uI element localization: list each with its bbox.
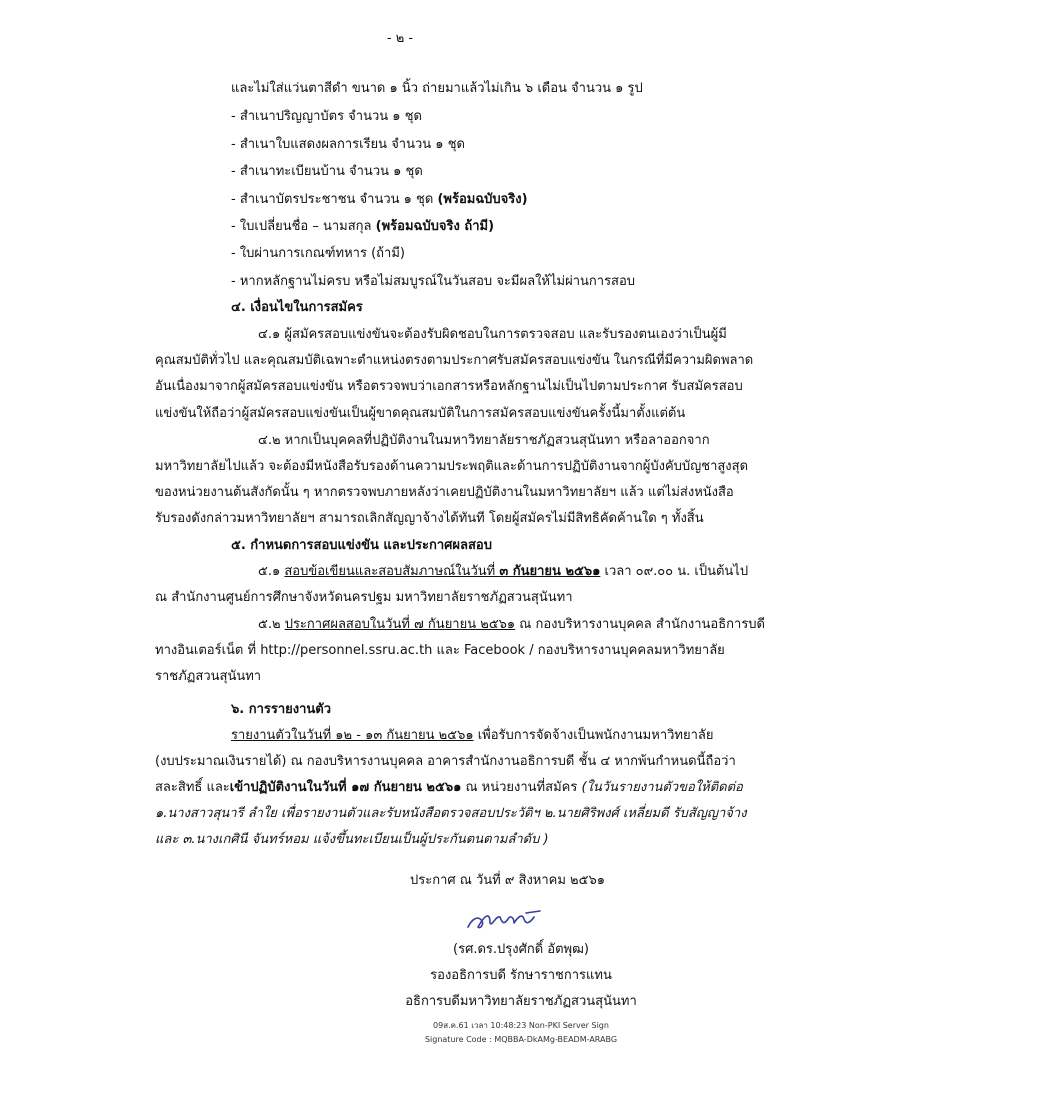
announcement-date: ประกาศ ณ วันที่ ๙ สิงหาคม ๒๕๖๑ bbox=[410, 873, 605, 888]
section-4-1-line: คุณสมบัติทั่วไป และคุณสมบัติเฉพาะตำแหน่งตรงตามประกาศรับสมัครสอบแข่งขัน ในกรณีที่มีความผิดพลาด bbox=[155, 353, 754, 368]
doc-degree: - สำเนาปริญญาบัตร จำนวน ๑ ชุด bbox=[231, 109, 422, 124]
signer-position: อธิการบดีมหาวิทยาลัยราชภัฏสวนสุนันทา bbox=[405, 994, 637, 1009]
doc-name-change: - ใบเปลี่ยนชื่อ – นามสกุล (พร้อมฉบับจริง ถ้ามี) bbox=[231, 219, 495, 234]
section-4-1-line: อันเนื่องมาจากผู้สมัครสอบแข่งขัน หรือตรวจพบว่าเอกสารหรือหลักฐานไม่เป็นไปตามประกาศ รับสมัครสอบ bbox=[155, 379, 743, 394]
section-5-1-line: ณ สำนักงานศูนย์การศึกษาจังหวัดนครปฐม มหาวิทยาลัยราชภัฏสวนสุนันทา bbox=[155, 590, 573, 605]
section-6-line: สละสิทธิ์ และเข้าปฏิบัติงานในวันที่ ๑๗ กันยายน ๒๕๖๑ ณ หน่วยงานที่สมัคร (ในวันรายงานตัวขอให้ติดต่อ bbox=[155, 780, 743, 795]
signature-code: Signature Code : MQBBA-DkAMg-BEADM-ARABG bbox=[424, 1035, 618, 1044]
section-6-line: และ ๓.นางเกศินี จันทร์หอม แจ้งขึ้นทะเบียนเป็นผู้ประกันตนตามลำดับ ) bbox=[155, 832, 549, 847]
section-5-2-line: ๕.๒ ประกาศผลสอบในวันที่ ๗ กันยายน ๒๕๖๑ ณ กองบริหารงานบุคคล สำนักงานอธิการบดี bbox=[258, 617, 766, 632]
section-4-2-line: รับรองดังกล่าวมหาวิทยาลัยฯ สามารถเลิกสัญญาจ้างได้ทันที โดยผู้สมัครไม่มีสิทธิคัดค้านใด ๆ ทั้งสิ้น bbox=[155, 511, 704, 526]
section-6-heading: ๖. การรายงานตัว bbox=[231, 702, 332, 717]
photo-requirement: และไม่ใส่แว่นตาสีดำ ขนาด ๑ นิ้ว ถ่ายมาแล้วไม่เกิน ๖ เดือน จำนวน ๑ รูป bbox=[231, 81, 643, 96]
section-5-1-line: ๕.๑ สอบข้อเขียนและสอบสัมภาษณ์ในวันที่ ๓ กันยายน ๒๕๖๑ เวลา ๐๙.๐๐ น. เป็นต้นไป bbox=[258, 564, 749, 579]
section-4-heading: ๔. เงื่อนไขในการสมัคร bbox=[231, 300, 363, 315]
section-4-1-line: แข่งขันให้ถือว่าผู้สมัครสอบแข่งขันเป็นผู้ขาดคุณสมบัติในการสมัครสอบแข่งขันครั้งนี้มาตั้งแต่ต้น bbox=[155, 406, 686, 421]
doc-military: - ใบผ่านการเกณฑ์ทหาร (ถ้ามี) bbox=[231, 246, 405, 261]
section-4-2-line: ของหน่วยงานต้นสังกัดนั้น ๆ หากตรวจพบภายหลังว่าเคยปฏิบัติงานในมหาวิทยาลัยฯ แล้ว แต่ไม่ส่งหนังสือ bbox=[155, 485, 734, 500]
doc-id-card: - สำเนาบัตรประชาชน จำนวน ๑ ชุด (พร้อมฉบับจริง) bbox=[231, 192, 528, 207]
handwritten-signature bbox=[464, 905, 548, 935]
section-4-2-line: มหาวิทยาลัยไปแล้ว จะต้องมีหนังสือรับรองด้านความประพฤติและด้านการปฏิบัติงานจากผู้บังคับบัญชาสูงสุด bbox=[155, 459, 749, 474]
sign-timestamp: 09ส.ค.61 เวลา 10:48:23 Non-PKI Server Sign bbox=[433, 1021, 609, 1030]
section-6-line: (งบประมาณเงินรายได้) ณ กองบริหารงานบุคคล อาคารสำนักงานอธิการบดี ชั้น ๔ หากพ้นกำหนดนี้ถือว่า bbox=[155, 754, 736, 769]
section-5-2-line: ราชภัฏสวนสุนันทา bbox=[155, 669, 262, 684]
signer-name: (รศ.ดร.ปรุงศักดิ์ อัตพุฒ) bbox=[453, 942, 589, 957]
doc-incomplete-note: - หากหลักฐานไม่ครบ หรือไม่สมบูรณ์ในวันสอบ จะมีผลให้ไม่ผ่านการสอบ bbox=[231, 274, 636, 289]
doc-transcript: - สำเนาใบแสดงผลการเรียน จำนวน ๑ ชุด bbox=[231, 137, 465, 152]
section-4-1-line: ๔.๑ ผู้สมัครสอบแข่งขันจะต้องรับผิดชอบในการตรวจสอบ และรับรองตนเองว่าเป็นผู้มี bbox=[258, 327, 727, 342]
section-4-2-line: ๔.๒ หากเป็นบุคคลที่ปฏิบัติงานในมหาวิทยาลัยราชภัฏสวนสุนันทา หรือลาออกจาก bbox=[258, 433, 710, 448]
doc-house-registration: - สำเนาทะเบียนบ้าน จำนวน ๑ ชุด bbox=[231, 164, 423, 179]
section-6-line: ๑.นางสาวสุนารี ลำใย เพื่อรายงานตัวและรับหนังสือตรวจสอบประวัติฯ ๒.นายศิริพงศ์ เหลี่ยมดี รับสัญญาจ้าง bbox=[155, 806, 747, 821]
page-number: - ๒ - bbox=[386, 31, 414, 46]
section-6-line: รายงานตัวในวันที่ ๑๒ - ๑๓ กันยายน ๒๕๖๑ เพื่อรับการจัดจ้างเป็นพนักงานมหาวิทยาลัย bbox=[231, 728, 714, 743]
section-5-heading: ๕. กำหนดการสอบแข่งขัน และประกาศผลสอบ bbox=[231, 538, 492, 553]
section-5-2-line: ทางอินเตอร์เน็ต ที่ http://personnel.ssru.ac.th และ Facebook / กองบริหารงานบุคคลมหาวิทยาลัย bbox=[155, 643, 725, 658]
signer-position: รองอธิการบดี รักษาราชการแทน bbox=[430, 968, 612, 983]
